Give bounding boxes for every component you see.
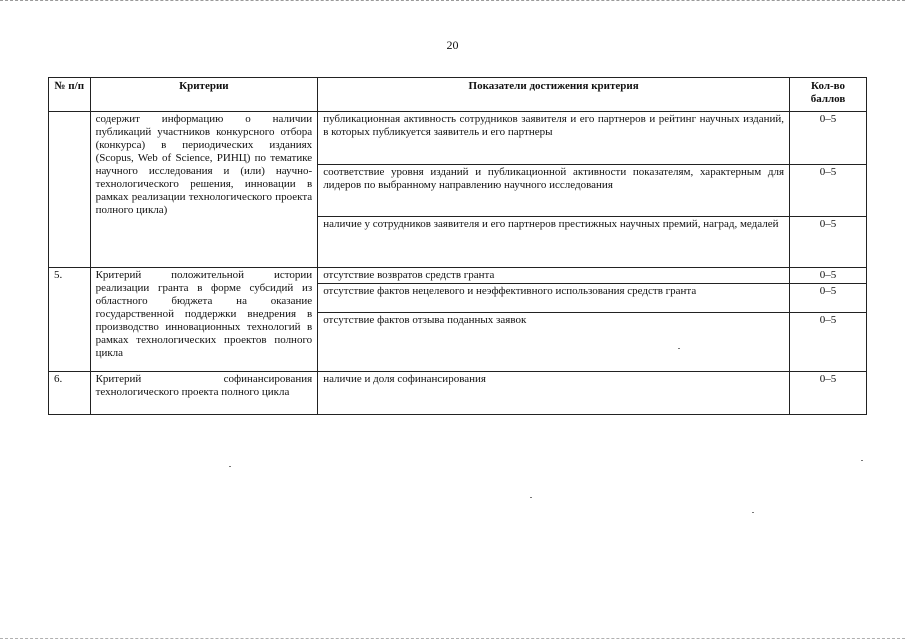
table-row	[49, 372, 867, 415]
indicator-cell: отсутствие возвратов средств гранта	[318, 268, 790, 284]
score-cell: 0–5	[790, 217, 867, 268]
table-row	[49, 112, 867, 165]
row-num	[49, 112, 91, 268]
scan-edge-top	[0, 0, 905, 1]
header-criteria: Критерии	[90, 78, 318, 112]
score-cell: 0–5	[790, 268, 867, 284]
scan-speck	[229, 466, 231, 467]
score-cell: 0–5	[790, 284, 867, 313]
row-num: 5.	[49, 268, 91, 372]
criterion-cell: Критерий положительной истории реализации гранта в форме субсидий из областного бюджета на оказание государственной поддержки внедрения в производство инновационных технологий в рамках технологических проектов полного цикла	[90, 268, 318, 372]
scan-speck	[530, 497, 532, 498]
scan-edge-bottom	[0, 638, 905, 639]
indicator-cell: отсутствие фактов нецелевого и неэффективного использования средств гранта	[318, 284, 790, 313]
page-number: 20	[446, 38, 459, 52]
score-cell: 0–5	[790, 313, 867, 372]
indicator-cell: соответствие уровня изданий и публикационной активности показателям, характерным для лидеров по выбранному направлению научного исследования	[318, 165, 790, 217]
table-header-row	[49, 78, 867, 112]
scan-speck	[861, 460, 863, 461]
score-cell: 0–5	[790, 372, 867, 415]
scan-speck	[678, 348, 680, 349]
score-cell: 0–5	[790, 112, 867, 165]
indicator-cell: публикационная активность сотрудников заявителя и его партнеров и рейтинг научных изданий, в которых публикуется заявитель и его партнеры	[318, 112, 790, 165]
header-indicators: Показатели достижения критерия	[318, 78, 790, 112]
indicator-cell: наличие у сотрудников заявителя и его партнеров престижных научных премий, наград, медалей	[318, 217, 790, 268]
table-row	[49, 268, 867, 284]
indicator-cell: отсутствие фактов отзыва поданных заявок	[318, 313, 790, 372]
header-num: № п/п	[49, 78, 91, 112]
criteria-table	[48, 77, 867, 415]
header-score: Кол-во баллов	[790, 78, 867, 112]
row-num: 6.	[49, 372, 91, 415]
scan-speck	[752, 512, 754, 513]
criterion-cell: содержит информацию о наличии публикаций участников конкурсного отбора (конкурса) в периодических изданиях (Scopus, Web of Science, РИНЦ) по тематике научного исследования и (или) научно-технологического решения, инновации в рамках реализации технологического проекта полного цикла)	[90, 112, 318, 268]
indicator-cell: наличие и доля софинансирования	[318, 372, 790, 415]
criterion-cell: Критерий софинансирования технологического проекта полного цикла	[90, 372, 318, 415]
score-cell: 0–5	[790, 165, 867, 217]
